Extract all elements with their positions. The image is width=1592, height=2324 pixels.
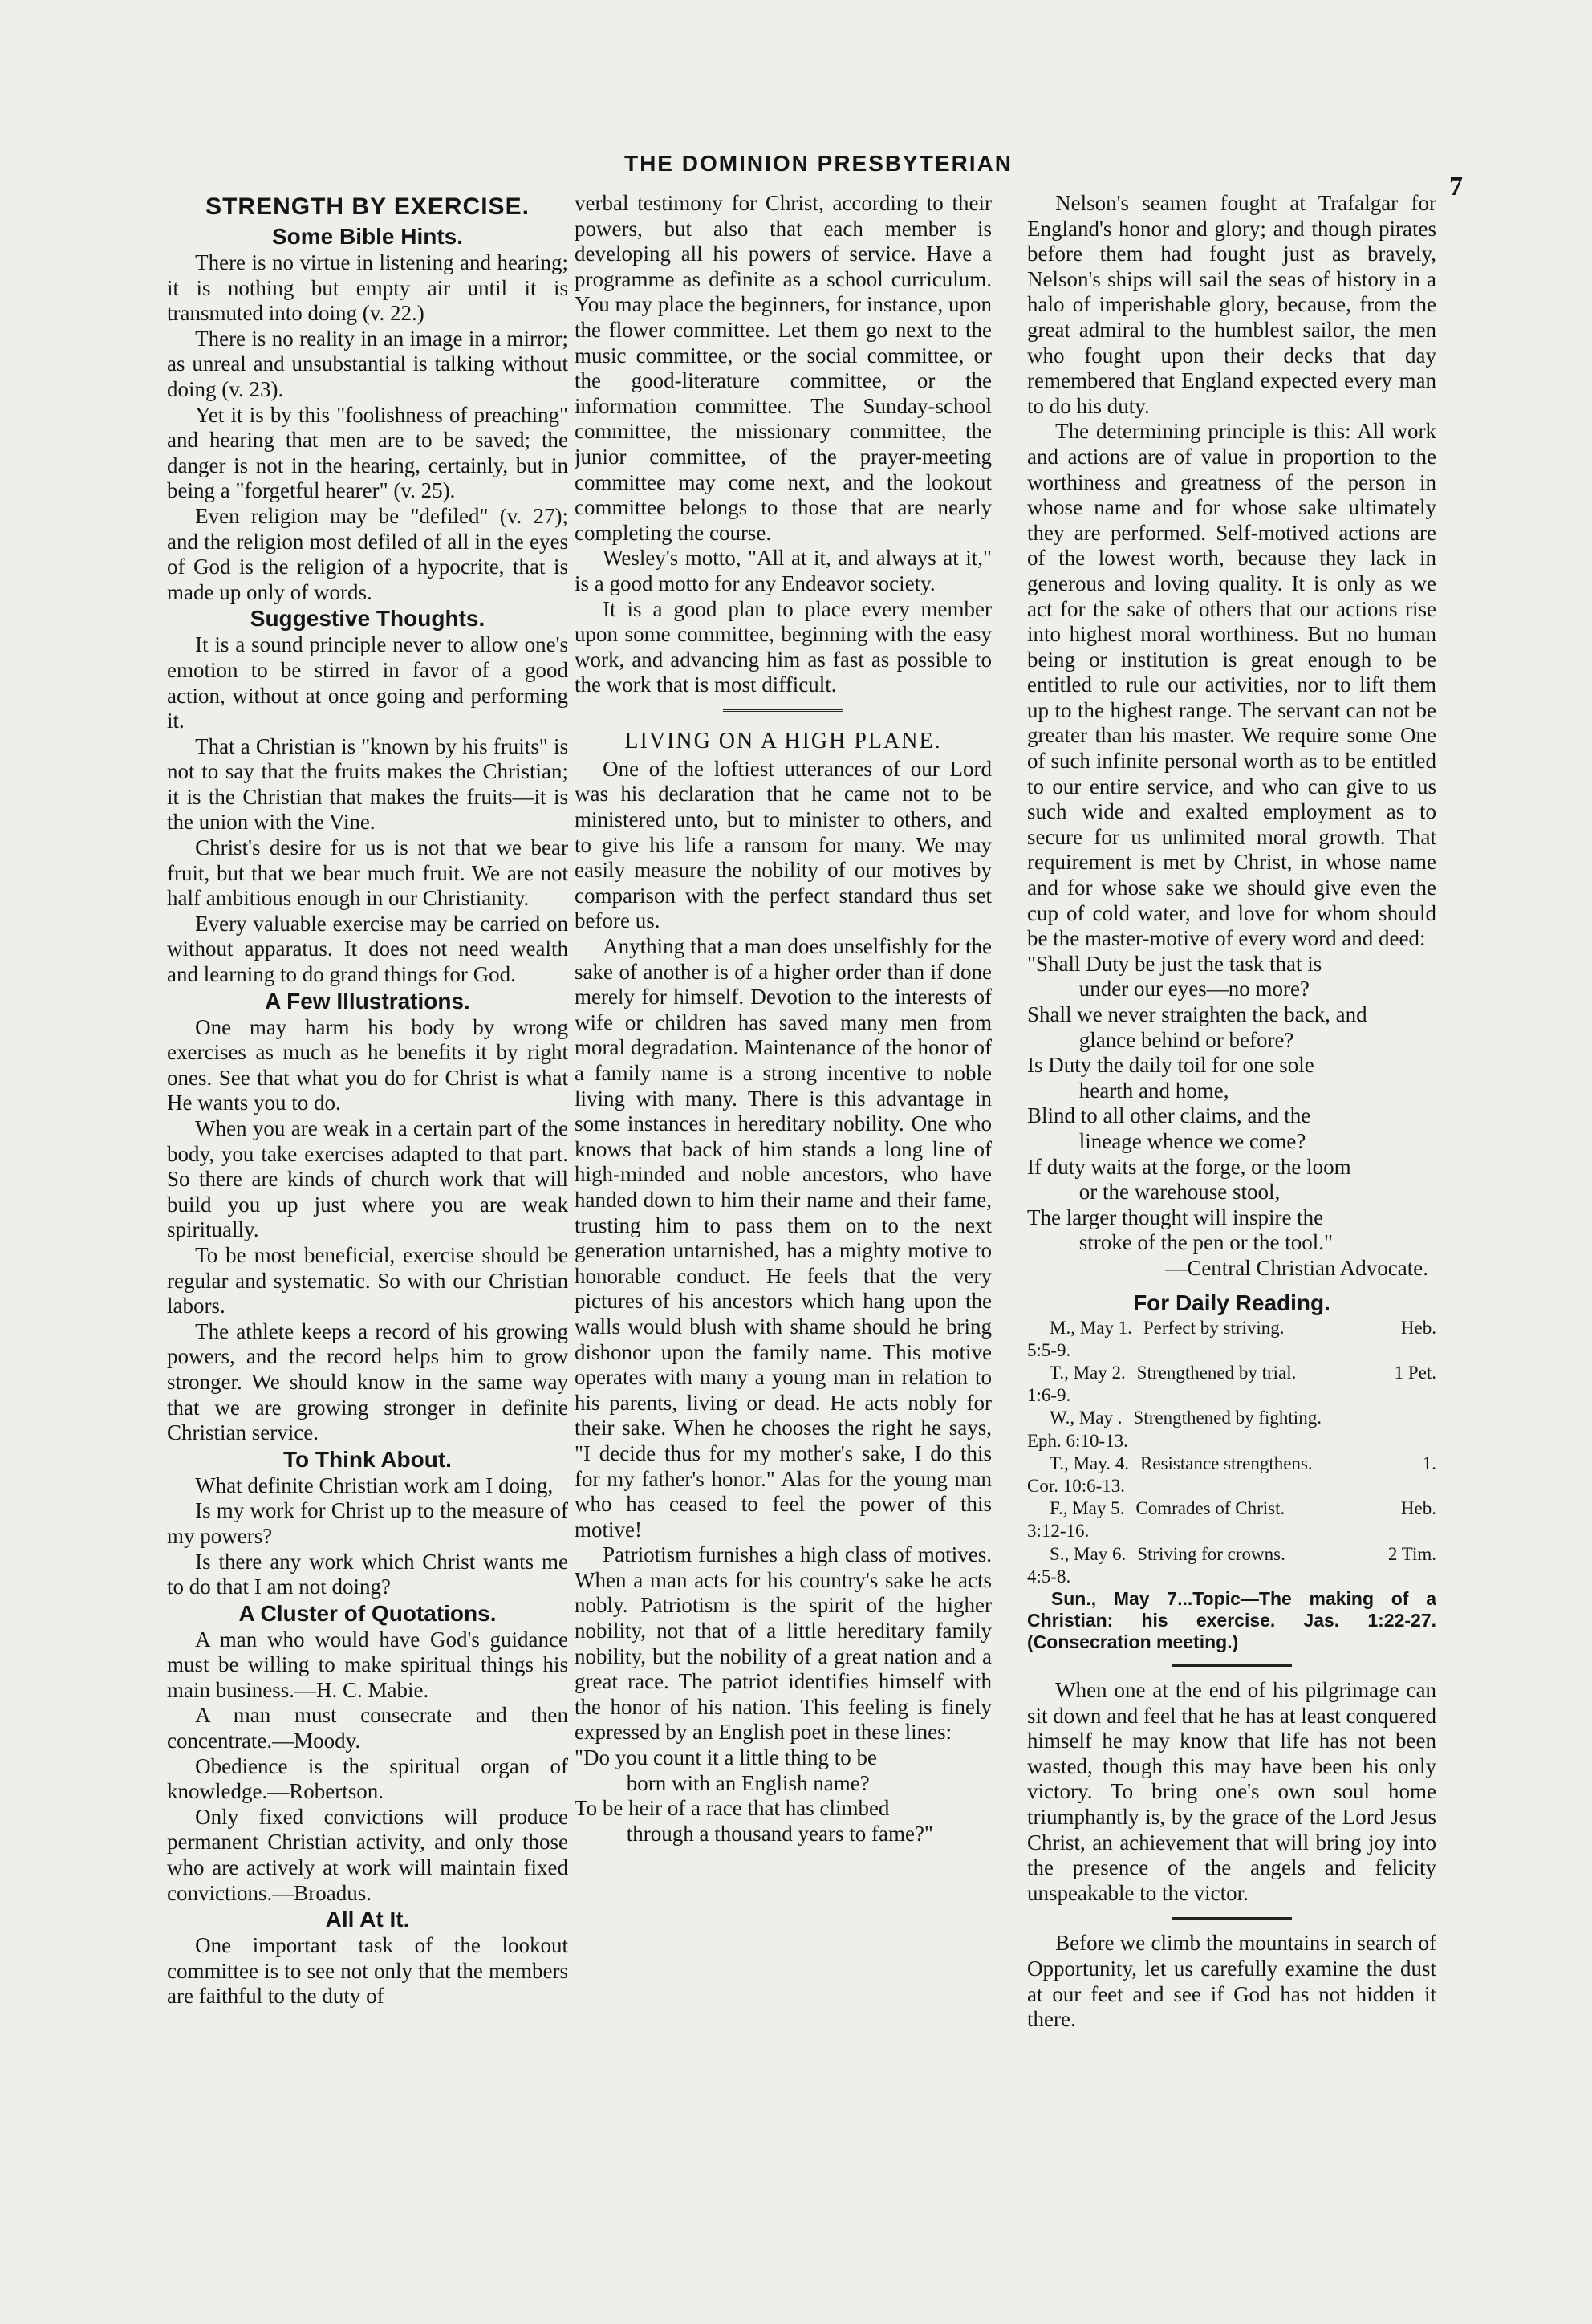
reading-item: T., May 2. Strengthened by trial. 1 Pet. 1:6-9. — [1027, 1362, 1436, 1406]
reading-item: T., May. 4. Resistance strengthens. 1. Cor. 10:6-13. — [1027, 1452, 1436, 1496]
paragraph: The athlete keeps a record of his growing powers, and the record helps him to grow stronger. We should know in the same way that we are growing stronger in definite Christian service. — [167, 1318, 568, 1445]
paragraph: A man who would have God's guidance must be willing to make spiritual things his main business.—H. C. Mabie. — [167, 1627, 568, 1702]
article-title: STRENGTH BY EXERCISE. — [205, 193, 530, 220]
poem-line: If duty waits at the forge, or the loom or the warehouse stool, — [1027, 1154, 1351, 1205]
paragraph: A man must consecrate and then concentrate.—Moody. — [167, 1703, 568, 1753]
reading-item: S., May 6. Striving for crowns. 2 Tim. 4:5-8. — [1027, 1543, 1436, 1587]
section-heading-illustrations: A Few Illustrations. — [265, 988, 470, 1014]
column-middle — [575, 191, 992, 2294]
poem-line: The larger thought will inspire the stroke of the pen or the tool." — [1027, 1205, 1333, 1255]
paragraph: When you are weak in a certain part of the body, you take exercises adapted to that part. So there are kinds of church work that will build you up just where you are weak spiritually. — [167, 1116, 568, 1242]
column-left — [167, 191, 568, 2294]
paragraph: That a Christian is "known by his fruits" is not to say that the fruits makes the Christian; it is the Christian that makes the fruits—it is the union with the Vine. — [167, 733, 568, 835]
paragraph: Yet it is by this "foolishness of preaching" and hearing that men are to be saved; the danger is not in the hearing, certainly, but in being a "forgetful hearer" (v. 25). — [167, 402, 568, 503]
paragraph: The determining principle is this: All work and actions are of value in proportion to the worthiness and greatness of the person in whose name and for whose sake ultimately they are performed. Self-motived actions are of the lowest worth, because they lack in generous and loving quality. It is only as we act for the sake of others that our actions rise into highest moral worthiness. But no human being or institution is great enough to be entitled to rule our activities, nor to lift them up to the highest range. The servant can not be greater than his master. We require some One of such infinite personal worth as to be entitled to our entire service, and who can give to us such wide and exalted employment as to secure for us unlimited moral growth. That requirement is met by Christ, in whose name and for whose sake we should give even the cup of cold water, and love for whom should be the master-motive of every word and deed: — [1027, 419, 1436, 951]
reading-item: M., May 1. Perfect by striving. Heb. 5:5-9. — [1027, 1317, 1436, 1360]
paragraph: Before we climb the mountains in search of Opportunity, let us carefully examine the dust at our feet and see if God has not hidden it there. — [1027, 1931, 1436, 2032]
paragraph: Patriotism furnishes a high class of motives. When a man acts for his country's sake he acts nobly. Patriotism is the spirit of the higher nobility, not that of a little hereditary family nobility, but the nobility of a great nation and a great race. The patriot identifies himself with the honor of his nation. This feeling is finely expressed by an English poet in these lines: — [575, 1542, 992, 1745]
section-heading-quotations: A Cluster of Quotations. — [238, 1600, 497, 1626]
section-heading-daily-reading: For Daily Reading. — [1133, 1290, 1330, 1315]
paragraph: One may harm his body by wrong exercises as much as he benefits it by right ones. See that what you do for Christ is what He wants you to do. — [167, 1014, 568, 1115]
poem-line: Is Duty the daily toil for one sole hearth and home, — [1027, 1053, 1314, 1103]
paragraph: One of the loftiest utterances of our Lord was his declaration that he came not to be ministered unto, but to minister to others, and to give his life a ransom for many. We may easily measure the nobility of our motives by comparison with the perfect standard thus set before us. — [575, 756, 992, 933]
paragraph: When one at the end of his pilgrimage can sit down and feel that he has at least conquered himself he may know that life has not been wasted, though this may have been his only victory. To bring one's own soul home triumphantly is, by the grace of the Lord Jesus Christ, an achievement that will bring joy into the presence of the angels and felicity unspeakable to the victor. — [1027, 1677, 1436, 1905]
poem-line: To be heir of a race that has climbed through a thousand years to fame?" — [575, 1796, 933, 1846]
topic-line: Sun., May 7...Topic—The making of a Christian: his exercise. Jas. 1:22-27. (Consecration meeting.) — [1027, 1587, 1436, 1652]
column-right — [1027, 191, 1436, 2294]
paragraph: It is a sound principle never to allow one's emotion to be stirred in favor of a good action, without at once going and performing it. — [167, 632, 568, 733]
paragraph: Nelson's seamen fought at Trafalgar for England's honor and glory; and though pirates before them had fought just as bravely, Nelson's ships will sail the seas of history in a halo of imperishable glory, because, from the great admiral to the humblest sailor, the men who fought upon their decks that day remembered that England expected every man to do his duty. — [1027, 191, 1436, 418]
poem-line: Shall we never straighten the back, and glance behind or before? — [1027, 1002, 1367, 1052]
paragraph: Even religion may be "defiled" (v. 27); and the religion most defiled of all in the eyes of God is the religion of a hypocrite, that is made up only of words. — [167, 503, 568, 604]
paragraph: Is there any work which Christ wants me to do that I am not doing? — [167, 1549, 568, 1599]
paragraph: Every valuable exercise may be carried on without apparatus. It does not need wealth and learning to do grand things for God. — [167, 911, 568, 987]
poem-duty — [1027, 952, 1436, 1256]
paragraph: Is my work for Christ up to the measure of my powers? — [167, 1498, 568, 1548]
section-divider — [1172, 1664, 1292, 1667]
section-divider — [1172, 1917, 1292, 1920]
paragraph: There is no reality in an image in a mirror; as unreal and unsubstantial is talking without doing (v. 23). — [167, 326, 568, 401]
poem-line: "Do you count it a little thing to be born with an English name? — [575, 1745, 877, 1795]
journal-title: THE DOMINION PRESBYTERIAN — [623, 151, 1013, 176]
section-heading-think-about: To Think About. — [283, 1446, 452, 1472]
reading-item: F., May 5. Comrades of Christ. Heb. 3:12-16. — [1027, 1498, 1436, 1542]
reading-item: W., May . Strengthened by fighting. Eph. 6:10-13. — [1027, 1408, 1322, 1451]
paragraph: It is a good plan to place every member upon some committee, beginning with the easy work, and advancing him as fast as possible to the work that is most difficult. — [575, 596, 992, 697]
paragraph: Anything that a man does unselfishly for the sake of another is of a higher order than if done merely for himself. Devotion to the interests of wife or children has saved many men from moral degradation. Maintenance of the honor of a family name is a strong incentive to noble living with many. There is this advantage in some instances in hereditary nobility. One who knows that back of him stands a long line of high-minded and noble ancestors, who have handed down to him their name and their fame, trusting him to pass them on to the next generation untarnished, has a mighty motive to honorable conduct. He feels that the very pictures of his ancestors which hang upon the walls would blush with shame should he bring dishonor upon the family name. This motive operates with many a young man in relation to his parents, living or dead. He acts nobly for their sake. When he chooses the right he says, "I decide thus for my mother's sake, I do this for my father's honor." Alas for the young man who has ceased to feel the power of this motive! — [575, 934, 992, 1542]
paragraph: Obedience is the spiritual organ of knowledge.—Robertson. — [167, 1753, 568, 1804]
poem-excerpt — [575, 1745, 992, 1847]
attribution: —Central Christian Advocate. — [1165, 1255, 1428, 1280]
page-number: 7 — [1449, 172, 1463, 201]
poem-line: Blind to all other claims, and the lineage whence we come? — [1027, 1103, 1311, 1153]
article-title-living: LIVING ON A HIGH PLANE. — [624, 728, 942, 754]
paragraph: Christ's desire for us is not that we bear fruit, but that we bear much fruit. We are not half ambitious enough in our Christianity. — [167, 835, 568, 911]
section-heading-bible-hints: Some Bible Hints. — [271, 224, 464, 249]
poem-line: "Shall Duty be just the task that is under our eyes—no more? — [1027, 951, 1322, 1002]
daily-reading-list — [1027, 1317, 1436, 1653]
section-heading-suggestive-thoughts: Suggestive Thoughts. — [250, 606, 485, 632]
paragraph: verbal testimony for Christ, according to their powers, but also that each member is developing all his powers of service. Have a programme as definite as a school curriculum. You may place the beginners, for instance, upon the flower committee. Let them go next to the music committee, or the social committee, or the good-literature committee, or the information committee. The Sunday-school committee, the missionary committee, the junior committee, of the prayer-meeting committee may come next, and the lookout committee belongs to those that are nearly completing the course. — [575, 191, 992, 545]
paragraph: There is no virtue in listening and hearing; it is nothing but empty air until it is transmuted into doing (v. 22.) — [167, 250, 568, 326]
paragraph: Wesley's motto, "All at it, and always at it," is a good motto for any Endeavor society. — [575, 546, 992, 595]
section-divider — [723, 709, 843, 715]
section-heading-all-at-it: All At It. — [325, 1907, 410, 1932]
page-header — [0, 151, 1592, 201]
paragraph: To be most beneficial, exercise should be regular and systematic. So with our Christian labors. — [167, 1242, 568, 1318]
paragraph: What definite Christian work am I doing, — [195, 1473, 554, 1497]
paragraph: Only fixed convictions will produce permanent Christian activity, and only those who are actively at work will maintain fixed convictions.—Broadus. — [167, 1804, 568, 1905]
paragraph: One important task of the lookout committee is to see not only that the members are faithful to the duty of — [167, 1933, 568, 2009]
